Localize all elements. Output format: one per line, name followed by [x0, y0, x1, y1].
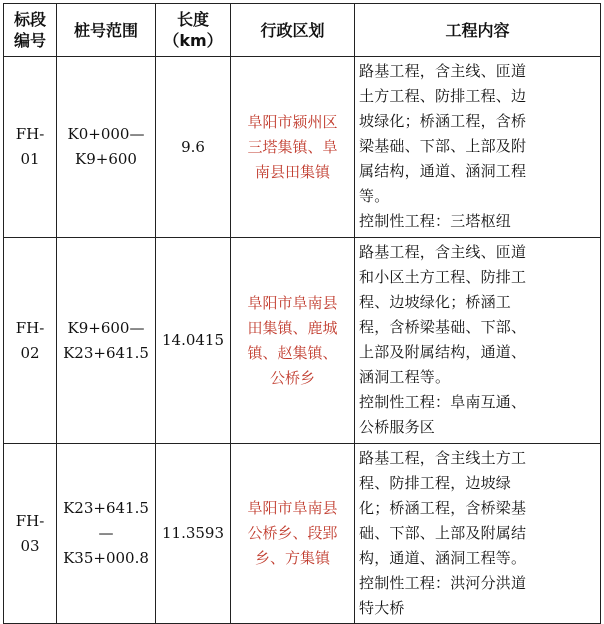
content-line: 等。 [359, 187, 390, 205]
header-length-line: 长度 [176, 10, 209, 29]
region-line: 田集镇、鹿城 [247, 318, 338, 337]
cell-region [231, 57, 355, 238]
section-no-line: FH- [15, 125, 45, 143]
header-content: 工程内容 [355, 4, 601, 57]
cell-content [355, 57, 601, 238]
region-line: 公桥乡、段郢 [247, 524, 338, 542]
region-line: 三塔集镇、阜 [247, 137, 338, 156]
cell-content [355, 444, 601, 624]
content-control-line: 特大桥 [359, 599, 405, 617]
content-control-line: 控制性工程：三塔枢纽 [359, 212, 512, 230]
content-line: 程，含桥梁基础、下部、 [359, 318, 527, 336]
cell-chainage [57, 57, 156, 238]
table-row [4, 444, 601, 624]
header-section-no-line: 编号 [13, 31, 46, 50]
chainage-line: — [98, 524, 114, 542]
cell-section-no [4, 444, 57, 624]
content-line: 化；桥涵工程，含桥梁基 [359, 499, 527, 517]
chainage-line: K9+600— [67, 318, 145, 337]
table-header-row [4, 4, 601, 57]
chainage-line: K23+641.5 [63, 499, 149, 517]
region-line: 镇、赵集镇、 [247, 343, 338, 362]
cell-section-no [4, 57, 57, 238]
region-line: 乡、方集镇 [254, 549, 330, 567]
region-line: 阜阳市颍州区 [247, 112, 338, 131]
cell-chainage [57, 238, 156, 444]
header-length [156, 4, 231, 57]
content-line: 属结构，通道、涵洞工程 [359, 162, 527, 180]
chainage-line: K35+000.8 [63, 549, 149, 567]
chainage-line: K23+641.5 [63, 343, 149, 362]
cell-content [355, 238, 601, 444]
content-line: 土方工程、防排工程、边 [359, 87, 527, 105]
header-region: 行政区划 [231, 4, 355, 57]
content-line: 路基工程，含主线土方工 [359, 449, 527, 467]
section-no-line: 01 [20, 150, 40, 168]
chainage-line: K9+600 [75, 150, 137, 168]
content-line: 程、边坡绿化；桥涵工 [359, 293, 512, 311]
construction-sections-table [3, 3, 601, 624]
cell-length: 9.6 [156, 57, 231, 238]
table-row [4, 57, 601, 238]
content-line: 梁基础、下部、上部及附 [359, 137, 527, 155]
table-row [4, 238, 601, 444]
cell-chainage [57, 444, 156, 624]
content-control-line: 控制性工程：洪河分洪道 [359, 574, 527, 592]
section-no-line: 03 [20, 536, 40, 555]
header-length-unit: （km） [163, 31, 223, 50]
section-no-line: FH- [15, 318, 45, 337]
section-no-line: 02 [20, 343, 40, 362]
region-line: 阜阳市阜南县 [247, 499, 338, 517]
header-section-no-line: 标段 [13, 10, 46, 29]
content-line: 上部及附属结构，通道、 [359, 343, 527, 361]
header-chainage: 桩号范围 [57, 4, 156, 57]
region-line: 阜阳市阜南县 [247, 293, 338, 312]
chainage-line: K0+000— [67, 125, 145, 143]
content-line: 础、下部、上部及附属结 [359, 524, 527, 542]
cell-region [231, 238, 355, 444]
content-line: 程、防排工程，边坡绿 [359, 474, 512, 492]
header-section-no [4, 4, 57, 57]
content-line: 涵洞工程等。 [359, 368, 451, 386]
region-line: 南县田集镇 [254, 162, 330, 181]
cell-length: 11.3593 [156, 444, 231, 624]
content-line: 路基工程，含主线、匝道 [359, 62, 527, 80]
content-line: 和小区土方工程、防排工 [359, 268, 527, 286]
cell-length: 14.0415 [156, 238, 231, 444]
content-line: 路基工程，含主线、匝道 [359, 243, 527, 261]
content-control-line: 公桥服务区 [359, 418, 436, 436]
region-line: 公桥乡 [269, 368, 315, 387]
section-no-line: FH- [15, 511, 45, 530]
content-control-line: 控制性工程：阜南互通、 [359, 393, 527, 411]
cell-section-no [4, 238, 57, 444]
cell-region [231, 444, 355, 624]
content-line: 坡绿化；桥涵工程，含桥 [359, 112, 527, 130]
content-line: 构，通道、涵洞工程等。 [359, 549, 527, 567]
